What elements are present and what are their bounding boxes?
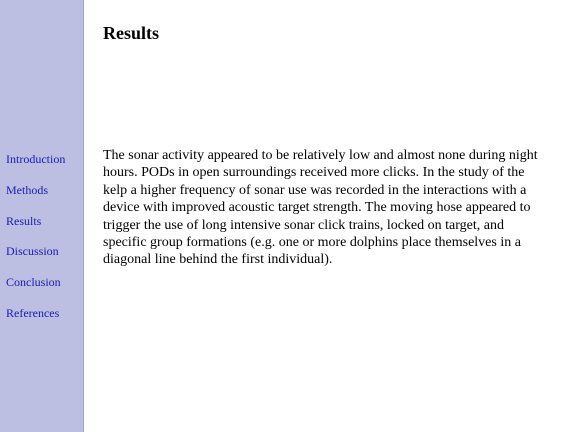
- nav-item-methods: [6, 181, 65, 212]
- sidebar: [0, 0, 84, 432]
- sidebar-nav: [6, 150, 65, 335]
- nav-item-introduction: [6, 150, 65, 181]
- nav-item-references: [6, 304, 65, 335]
- nav-item-results: [6, 212, 65, 243]
- results-paragraph: The sonar activity appeared to be relatively low and almost none during night hours. PODs in open surroundings received more clicks. In the study of the kelp a higher frequency of sonar use was recorded in the interactions with a device with improved acoustic target strength. The moving hose appeared to trigger the use of long intensive sonar click trains, locked on target, and specific group formations (e.g. one or more dolphins place themselves in a diagonal line behind the first individual).: [103, 148, 538, 268]
- nav-link-introduction[interactable]: Introduction: [6, 152, 66, 166]
- nav-link-conclusion[interactable]: Conclusion: [6, 275, 61, 290]
- nav-link-methods[interactable]: Methods: [6, 182, 48, 197]
- nav-link-references[interactable]: References: [6, 305, 60, 320]
- nav-link-discussion[interactable]: Discussion: [6, 244, 59, 259]
- nav-item-discussion: [6, 242, 65, 273]
- nav-link-results[interactable]: Results: [6, 213, 42, 228]
- page-title: Results: [103, 23, 160, 43]
- nav-item-conclusion: [6, 273, 65, 304]
